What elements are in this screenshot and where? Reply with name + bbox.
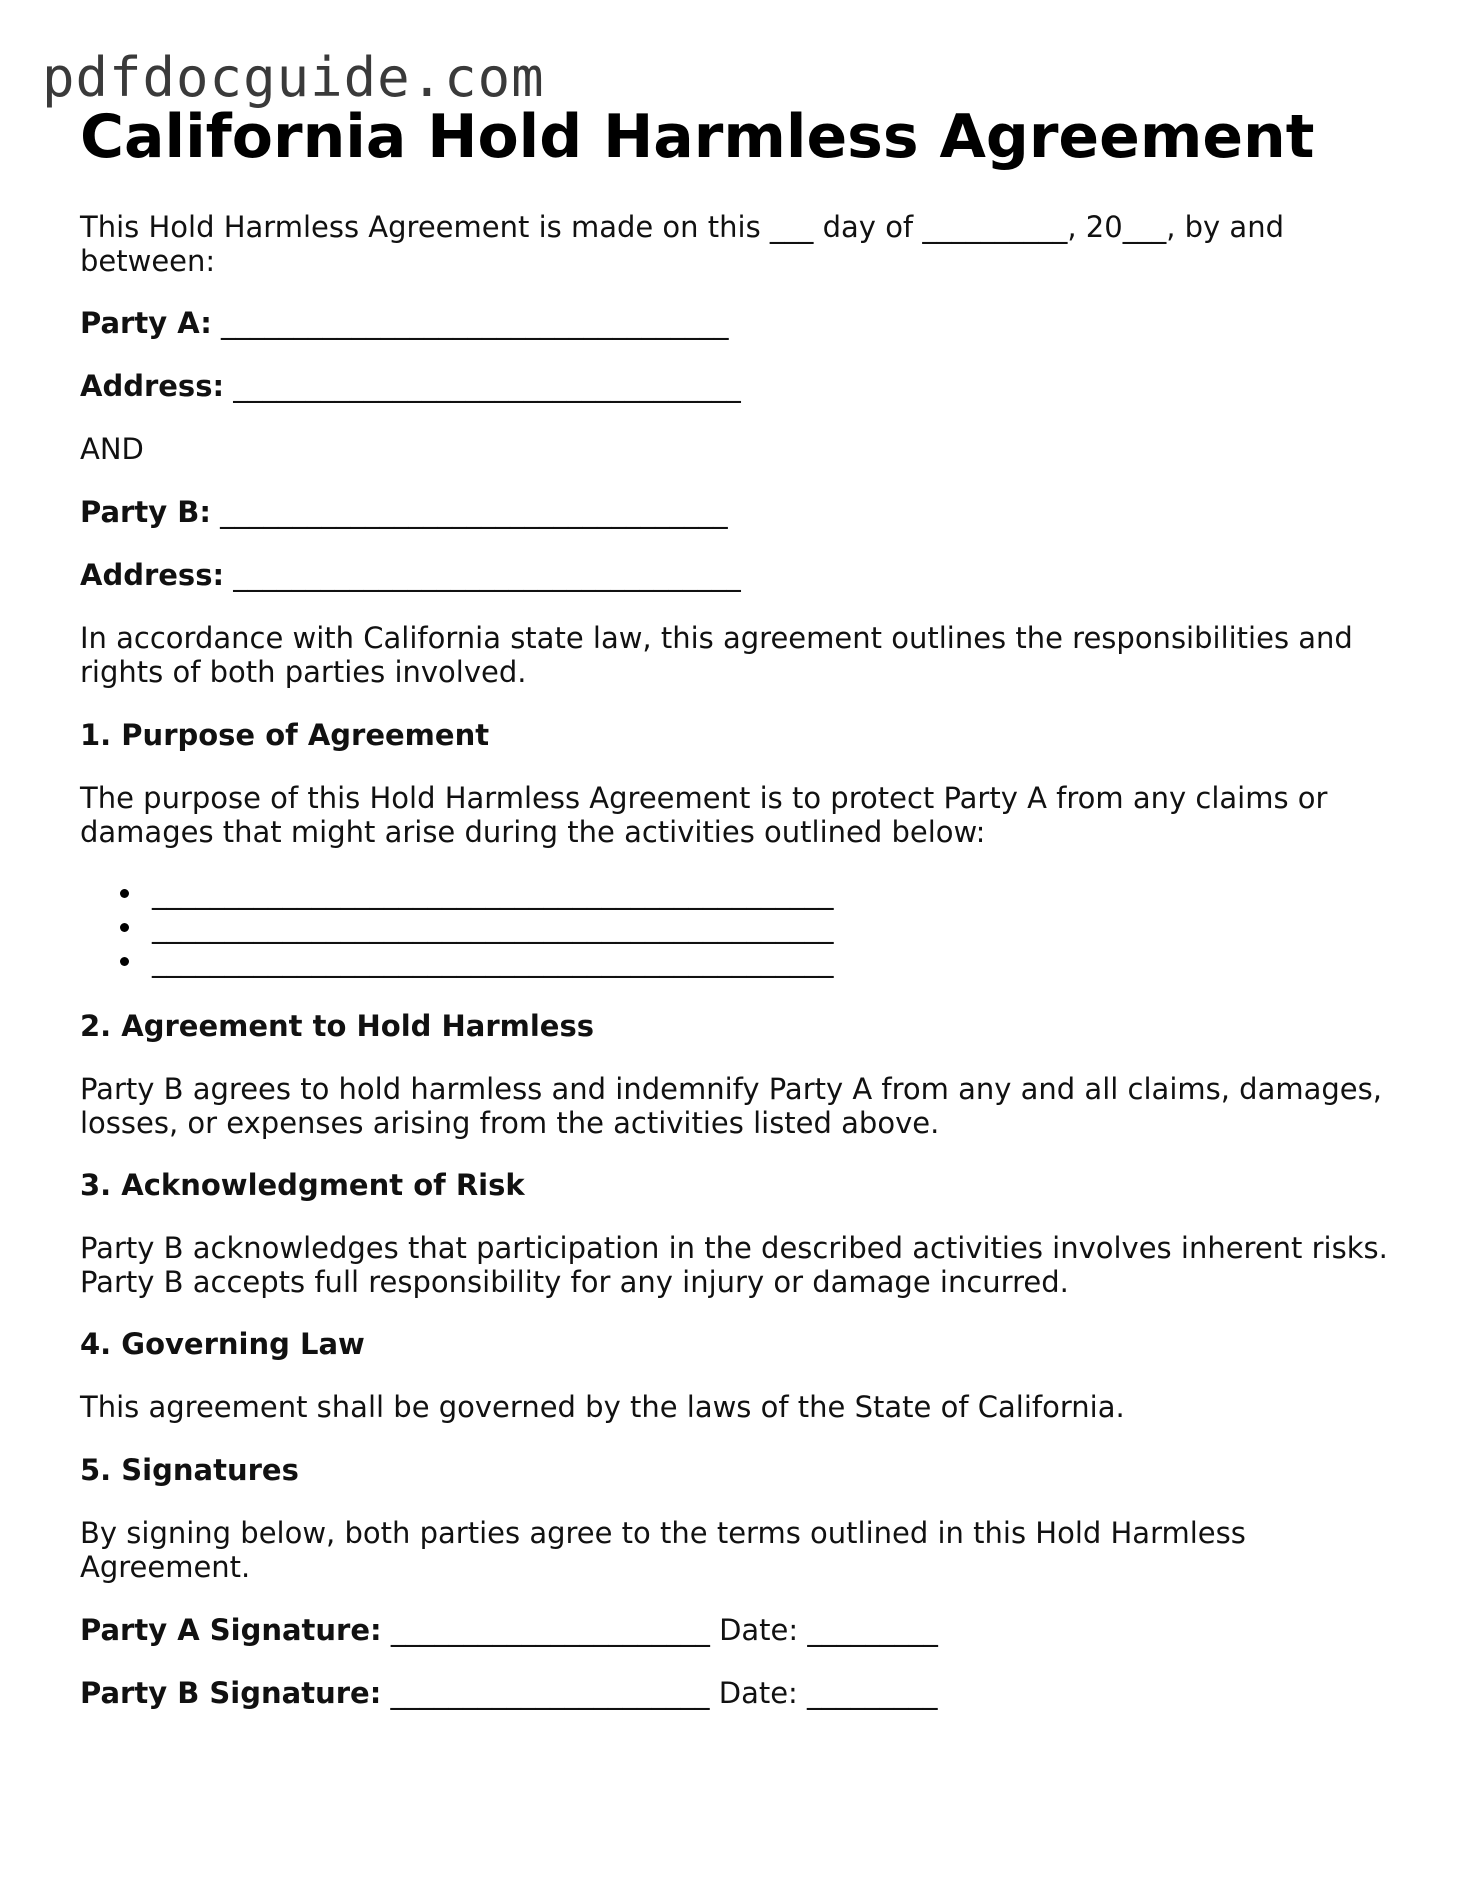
bullet-icon	[120, 957, 129, 966]
party-b-blank: ___________________________________	[220, 495, 728, 529]
activity-blank: _______________________________________________	[152, 876, 834, 910]
party-a-field	[80, 306, 729, 340]
address-b-blank: ___________________________________	[233, 558, 741, 592]
party-b-date-blank: _________	[807, 1676, 938, 1710]
party-a-date-label: Date:	[719, 1613, 799, 1647]
party-a-blank: ___________________________________	[221, 306, 729, 340]
section-2-line-2: losses, or expenses arising from the activities listed above.	[80, 1106, 940, 1140]
party-b-signature-row	[80, 1676, 938, 1710]
activity-blank: _______________________________________________	[152, 910, 834, 944]
section-5-line-1: By signing below, both parties agree to the terms outlined in this Hold Harmless	[80, 1516, 1246, 1550]
address-a-field	[80, 369, 741, 403]
party-b-date-label: Date:	[718, 1676, 798, 1710]
address-a-blank: ___________________________________	[233, 369, 741, 403]
accordance-line-2: rights of both parties involved.	[80, 655, 527, 689]
watermark: pdfdocguide.com	[42, 46, 545, 109]
address-a-label: Address:	[80, 369, 225, 403]
party-a-label: Party A:	[80, 306, 212, 340]
list-item	[120, 944, 834, 978]
section-3-heading: 3. Acknowledgment of Risk	[80, 1168, 525, 1202]
document-title: California Hold Harmless Agreement	[80, 102, 1315, 172]
party-a-signature-label: Party A Signature:	[80, 1613, 382, 1647]
section-1-line-2: damages that might arise during the activities outlined below:	[80, 815, 986, 849]
section-1-line-1: The purpose of this Hold Harmless Agreement is to protect Party A from any claims or	[80, 781, 1328, 815]
party-a-date-blank: _________	[807, 1613, 938, 1647]
party-a-signature-row	[80, 1613, 938, 1647]
party-b-signature-label: Party B Signature:	[80, 1676, 382, 1710]
section-5-line-2: Agreement.	[80, 1550, 251, 1584]
list-item	[120, 910, 834, 944]
activities-list	[120, 876, 834, 978]
section-2-heading: 2. Agreement to Hold Harmless	[80, 1009, 594, 1043]
intro-line-1: This Hold Harmless Agreement is made on this ___ day of __________, 20___, by and	[80, 210, 1284, 244]
intro-line-2: between:	[80, 244, 216, 278]
section-5-heading: 5. Signatures	[80, 1453, 299, 1487]
section-4-heading: 4. Governing Law	[80, 1327, 365, 1361]
party-b-label: Party B:	[80, 495, 211, 529]
list-item	[120, 876, 834, 910]
activity-blank: _______________________________________________	[152, 944, 834, 978]
section-2-line-1: Party B agrees to hold harmless and indemnify Party A from any and all claims, damages,	[80, 1072, 1382, 1106]
party-b-field	[80, 495, 728, 529]
bullet-icon	[120, 923, 129, 932]
address-b-field	[80, 558, 741, 592]
party-b-signature-blank: ______________________	[390, 1676, 710, 1710]
section-1-heading: 1. Purpose of Agreement	[80, 718, 490, 752]
and-text: AND	[80, 432, 144, 466]
bullet-icon	[120, 889, 129, 898]
section-3-line-2: Party B accepts full responsibility for any injury or damage incurred.	[80, 1265, 1069, 1299]
section-3-line-1: Party B acknowledges that participation in the described activities involves inherent risks.	[80, 1231, 1388, 1265]
section-4-line-1: This agreement shall be governed by the laws of the State of California.	[80, 1390, 1125, 1424]
accordance-line-1: In accordance with California state law, this agreement outlines the responsibilities and	[80, 621, 1353, 655]
address-b-label: Address:	[80, 558, 225, 592]
party-a-signature-blank: ______________________	[390, 1613, 710, 1647]
